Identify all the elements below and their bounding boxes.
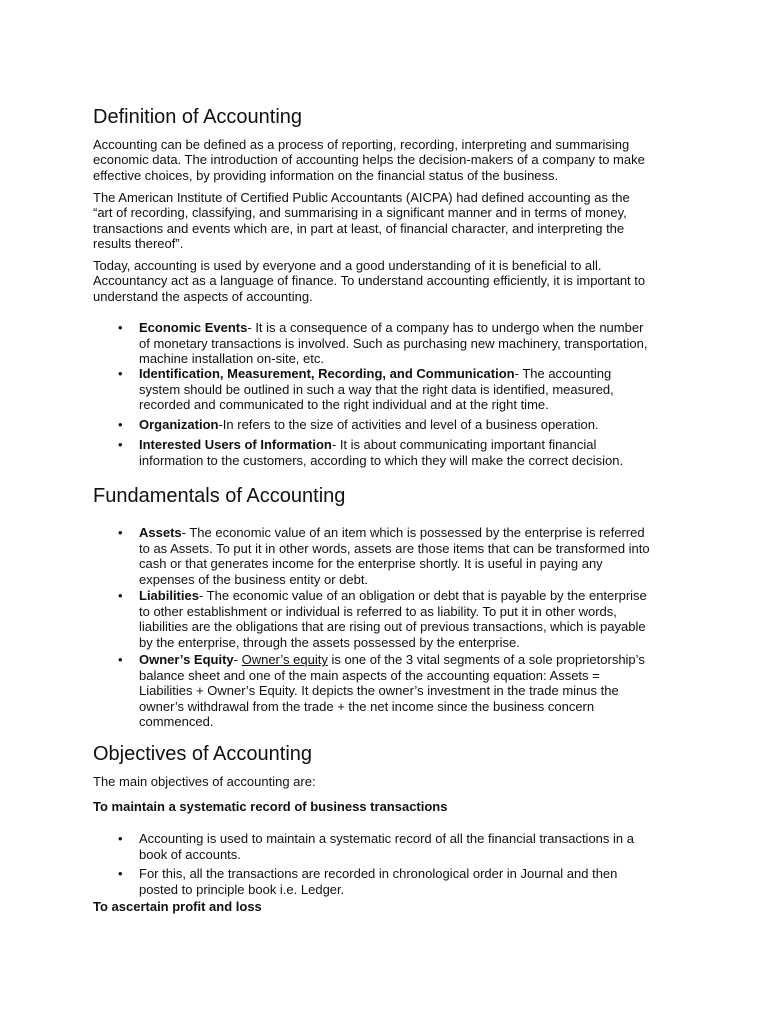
bullet-line [139,699,699,715]
paragraph-line: Today, accounting is used by everyone and a good understanding of it is beneficial to all. [93,258,602,273]
bullet-line [139,588,699,604]
bullet-text: - The economic value of an item which is possessed by the enterprise is referred [181,525,645,540]
bullet-line [139,382,699,398]
paragraph-line: results thereof”. [93,235,184,251]
paragraph-line: “art of recording, classifying, and summarising in a significant manner and in terms of money, [93,205,627,221]
bullet-text: cash or that generates income for the enterprise shortly. It is useful in paying any [139,556,603,571]
bullet-text: - The accounting [514,366,612,381]
paragraph-line: transactions and events which are, in part at least, of financial character, and interpreting the [93,220,625,236]
bullet-line [139,572,699,588]
bullet-text: to other establishment or individual is referred to as liability. To put it in other words, [139,603,617,619]
bullet-text: liabilities are the obligations that are rising out of previous transactions, which is payable [139,619,646,634]
paragraph [93,137,713,183]
bullet-line [139,847,699,863]
bullet-text: -In refers to the size of activities and level of a business operation. [218,417,599,432]
bullet-line [139,397,699,413]
intro-text: The main objectives of accounting are: [93,774,316,789]
bullet-text: recorded and communicated to the right individual and at the right time. [139,397,549,412]
bullet-term: Assets [139,525,182,540]
bullet-icon: • [118,366,123,381]
paragraph [93,258,713,304]
bullet-icon: • [118,525,123,540]
bullet-text: For this, all the transactions are recorded in chronological order in Journal and then [139,866,618,881]
bullet-line [139,652,699,668]
bullet-icon: • [118,866,123,881]
bullet-term: Liabilities [139,588,199,603]
paragraph-line: economic data. The introduction of accounting helps the decision-makers of a company to make [93,152,645,168]
bullet-line [139,336,699,352]
bullet-term: Identification, Measurement, Recording, and Communication [139,366,515,381]
paragraph-line: effective choices, by providing information on the financial status of the business. [93,167,559,183]
bullet-item [118,525,699,587]
bullet-text: Liabilities + Owner’s Equity. It depicts the owner’s investment in the trade minus the [139,683,619,698]
bullet-text: - It is about communicating important financial [331,437,597,452]
bullet-icon: • [118,588,123,603]
bullet-line [139,366,699,382]
bullet-text: of monetary transactions is involved. Such as purchasing new machinery, transportation, [139,335,648,351]
subheading: To maintain a systematic record of business transactions [93,799,448,814]
bullet-line [139,635,699,651]
bullet-term: Owner’s Equity [139,652,234,667]
bullet-line [139,320,699,336]
section-heading: Objectives of Accounting [93,743,313,765]
bullet-line [139,351,699,367]
bullet-line [139,604,699,620]
bullet-line [139,417,699,433]
bullet-line [139,866,699,882]
bullet-item [118,588,699,650]
bullet-text: expenses of the business entity or debt. [139,571,369,587]
bullet-item [118,437,699,468]
section-heading: Fundamentals of Accounting [93,485,346,507]
bullet-text: - [233,652,242,667]
paragraph-line: The American Institute of Certified Public Accountants (AICPA) had defined accounting as the [93,190,630,205]
bullet-item [118,417,699,433]
bullet-text: posted to principle book i.e. Ledger. [139,881,345,897]
bullet-line [139,683,699,699]
bullet-text: owner’s withdrawal from the trade + the net income since the business concern [139,698,595,714]
bullet-text: is one of the 3 vital segments of a sole proprietorship’s [327,652,645,667]
bullet-text: balance sheet and one of the main aspects of the accounting equation: Assets = [139,667,600,683]
bullet-line [139,556,699,572]
bullet-line [139,541,699,557]
bullet-line [139,882,699,898]
paragraph [93,190,713,251]
bullet-line [139,525,699,541]
owners-equity-link[interactable]: Owner’s equity [241,652,328,667]
bullet-text: information to the customers, according to which they will make the correct decision. [139,452,624,468]
bullet-term: Interested Users of Information [139,437,332,452]
bullet-line [139,668,699,684]
bullet-text: by the enterprise, through the assets possessed by the enterprise. [139,634,520,650]
bullet-text: Accounting is used to maintain a systematic record of all the financial transactions in a [139,831,634,846]
bullet-text: - It is a consequence of a company has to undergo when the number [247,320,644,335]
bullet-icon: • [118,831,123,846]
paragraph-line: Accounting can be defined as a process of reporting, recording, interpreting and summarising [93,137,630,152]
bullet-line [139,831,699,847]
bullet-text: system should be outlined in such a way that the right data is identified, measured, [139,381,614,397]
bullet-line [139,437,699,453]
paragraph-line: Accountancy act as a language of finance. To understand accounting efficiently, it is important to [93,273,646,289]
paragraph-line: understand the aspects of accounting. [93,288,313,304]
bullet-item [118,652,699,730]
section-heading: Definition of Accounting [93,106,303,128]
bullet-icon: • [118,437,123,452]
bullet-term: Economic Events [139,320,248,335]
bullet-icon: • [118,652,123,667]
bullet-item [118,866,699,897]
bullet-text: book of accounts. [139,846,241,862]
bullet-line [139,619,699,635]
bullet-item [118,320,699,367]
bullet-icon: • [118,320,123,335]
bullet-icon: • [118,417,123,432]
bullet-text: commenced. [139,714,214,729]
bullet-text: - The economic value of an obligation or debt that is payable by the enterprise [198,588,647,603]
bullet-line [139,453,699,469]
bullet-term: Organization [139,417,219,432]
bullet-item [118,366,699,413]
bullet-text: to as Assets. To put it in other words, assets are those items that can be transformed into [139,540,650,556]
bullet-item [118,831,699,862]
bullet-line [139,714,699,730]
bullet-text: machine installation on-site, etc. [139,351,324,366]
subheading: To ascertain profit and loss [93,899,262,914]
